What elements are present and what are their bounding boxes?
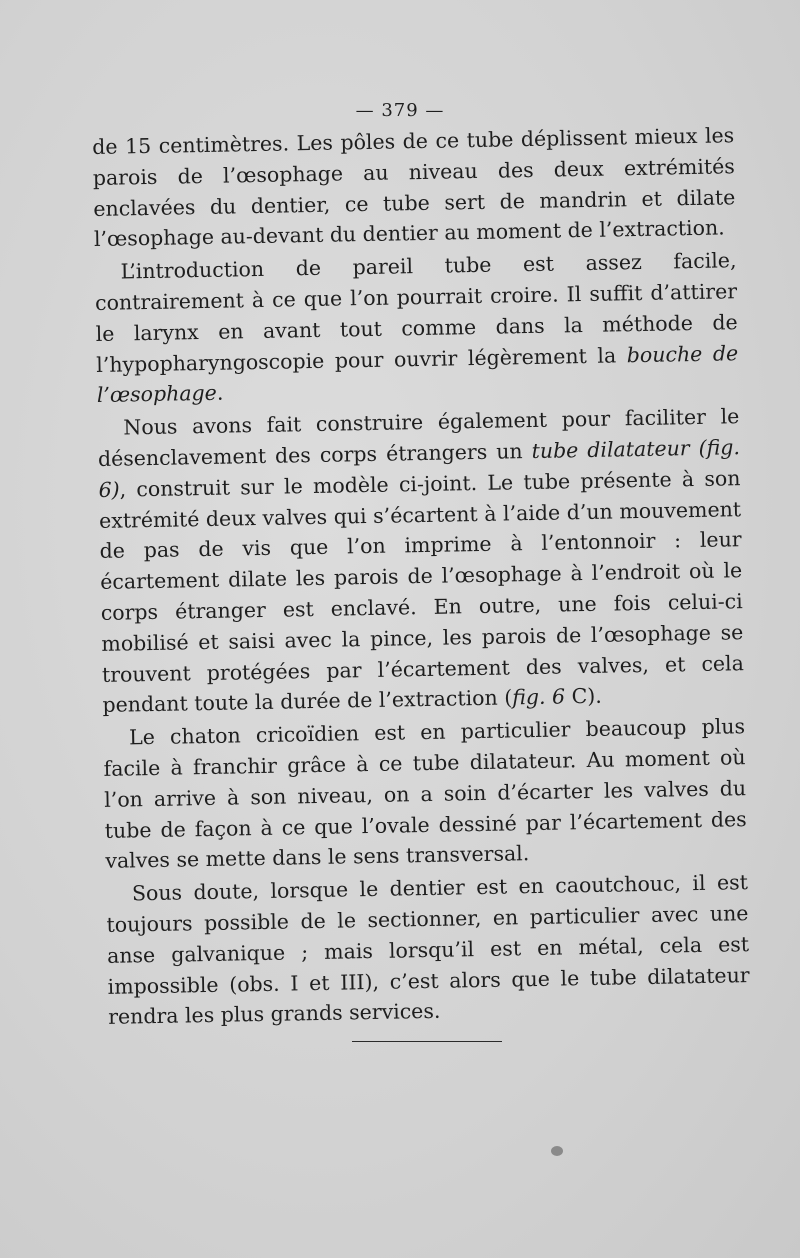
text-segment: Le chaton cricoïdien est en particulier beaucoup plus facile à franchir grâce à ce tube dilatateur. Au moment où l’on arrive à son niveau, on a soin d’écarter les valves du tube de façon à ce que l’ovale dessiné par l’écartement des valves se mette dans le sens transversal. xyxy=(103,714,747,874)
paragraph xyxy=(94,245,739,411)
text-segment: de 15 centimètres. Les pôles de ce tube déplissent mieux les parois de l’œsophage au niveau des deux extrémités enclavées du dentier, ce tube sert de mandrin et dilate l’œsophage au-devant du dentier au moment de l’extraction. xyxy=(92,123,736,252)
body-text xyxy=(92,120,750,1033)
text-segment: , construit sur le modèle ci-joint. Le tube présente à son extrémité deux valves qui s’écartent à l’aide d’un mouvement de pas de vis que l’on imprime à l’entonnoir : leur écartement dilate les parois de l’œsophage à l’endroit où le corps étranger est enclavé. En outre, une fois celui-ci mobilisé et saisi avec la pince, les parois de l’œsophage se trouvent protégées par l’écartement des valves, et cela pendant toute la durée de l’extraction ( xyxy=(98,465,745,718)
page-number: — 379 — xyxy=(355,100,445,121)
italic-segment: fig. 6 xyxy=(511,684,566,710)
text-segment: C). xyxy=(564,684,603,709)
text-segment: . xyxy=(216,381,224,406)
paragraph xyxy=(106,867,751,1033)
paragraph xyxy=(97,401,745,721)
paragraph xyxy=(92,120,736,255)
text-segment: Sous doute, lorsque le dentier est en caoutchouc, il est toujours possible de le sectionner, en particulier avec une anse galvanique ; mais lorsqu’il est en métal, cela est impossible (obs. I et III), c’est alors que le tube dilatateur rendra les plus grands services. xyxy=(106,870,750,1030)
text-segment: Nous avons fait construire également pour faciliter le désenclavement des corps étrangers un xyxy=(97,404,740,471)
text-segment: L’introduction de pareil tube est assez facile, contrairement à ce que l’on pourrait croire. Il suffit d’attirer le larynx en avant tout comme dans la méthode de l’hypopharyngoscopie pour ouvrir légèrement la xyxy=(94,248,738,377)
italic-segment: bouche de l’œsophage xyxy=(96,340,739,408)
paragraph xyxy=(103,711,748,877)
italic-segment: tube dilatateur (fig. 6) xyxy=(98,435,741,502)
ink-speck xyxy=(551,1146,563,1156)
closing-rule xyxy=(352,1041,502,1042)
